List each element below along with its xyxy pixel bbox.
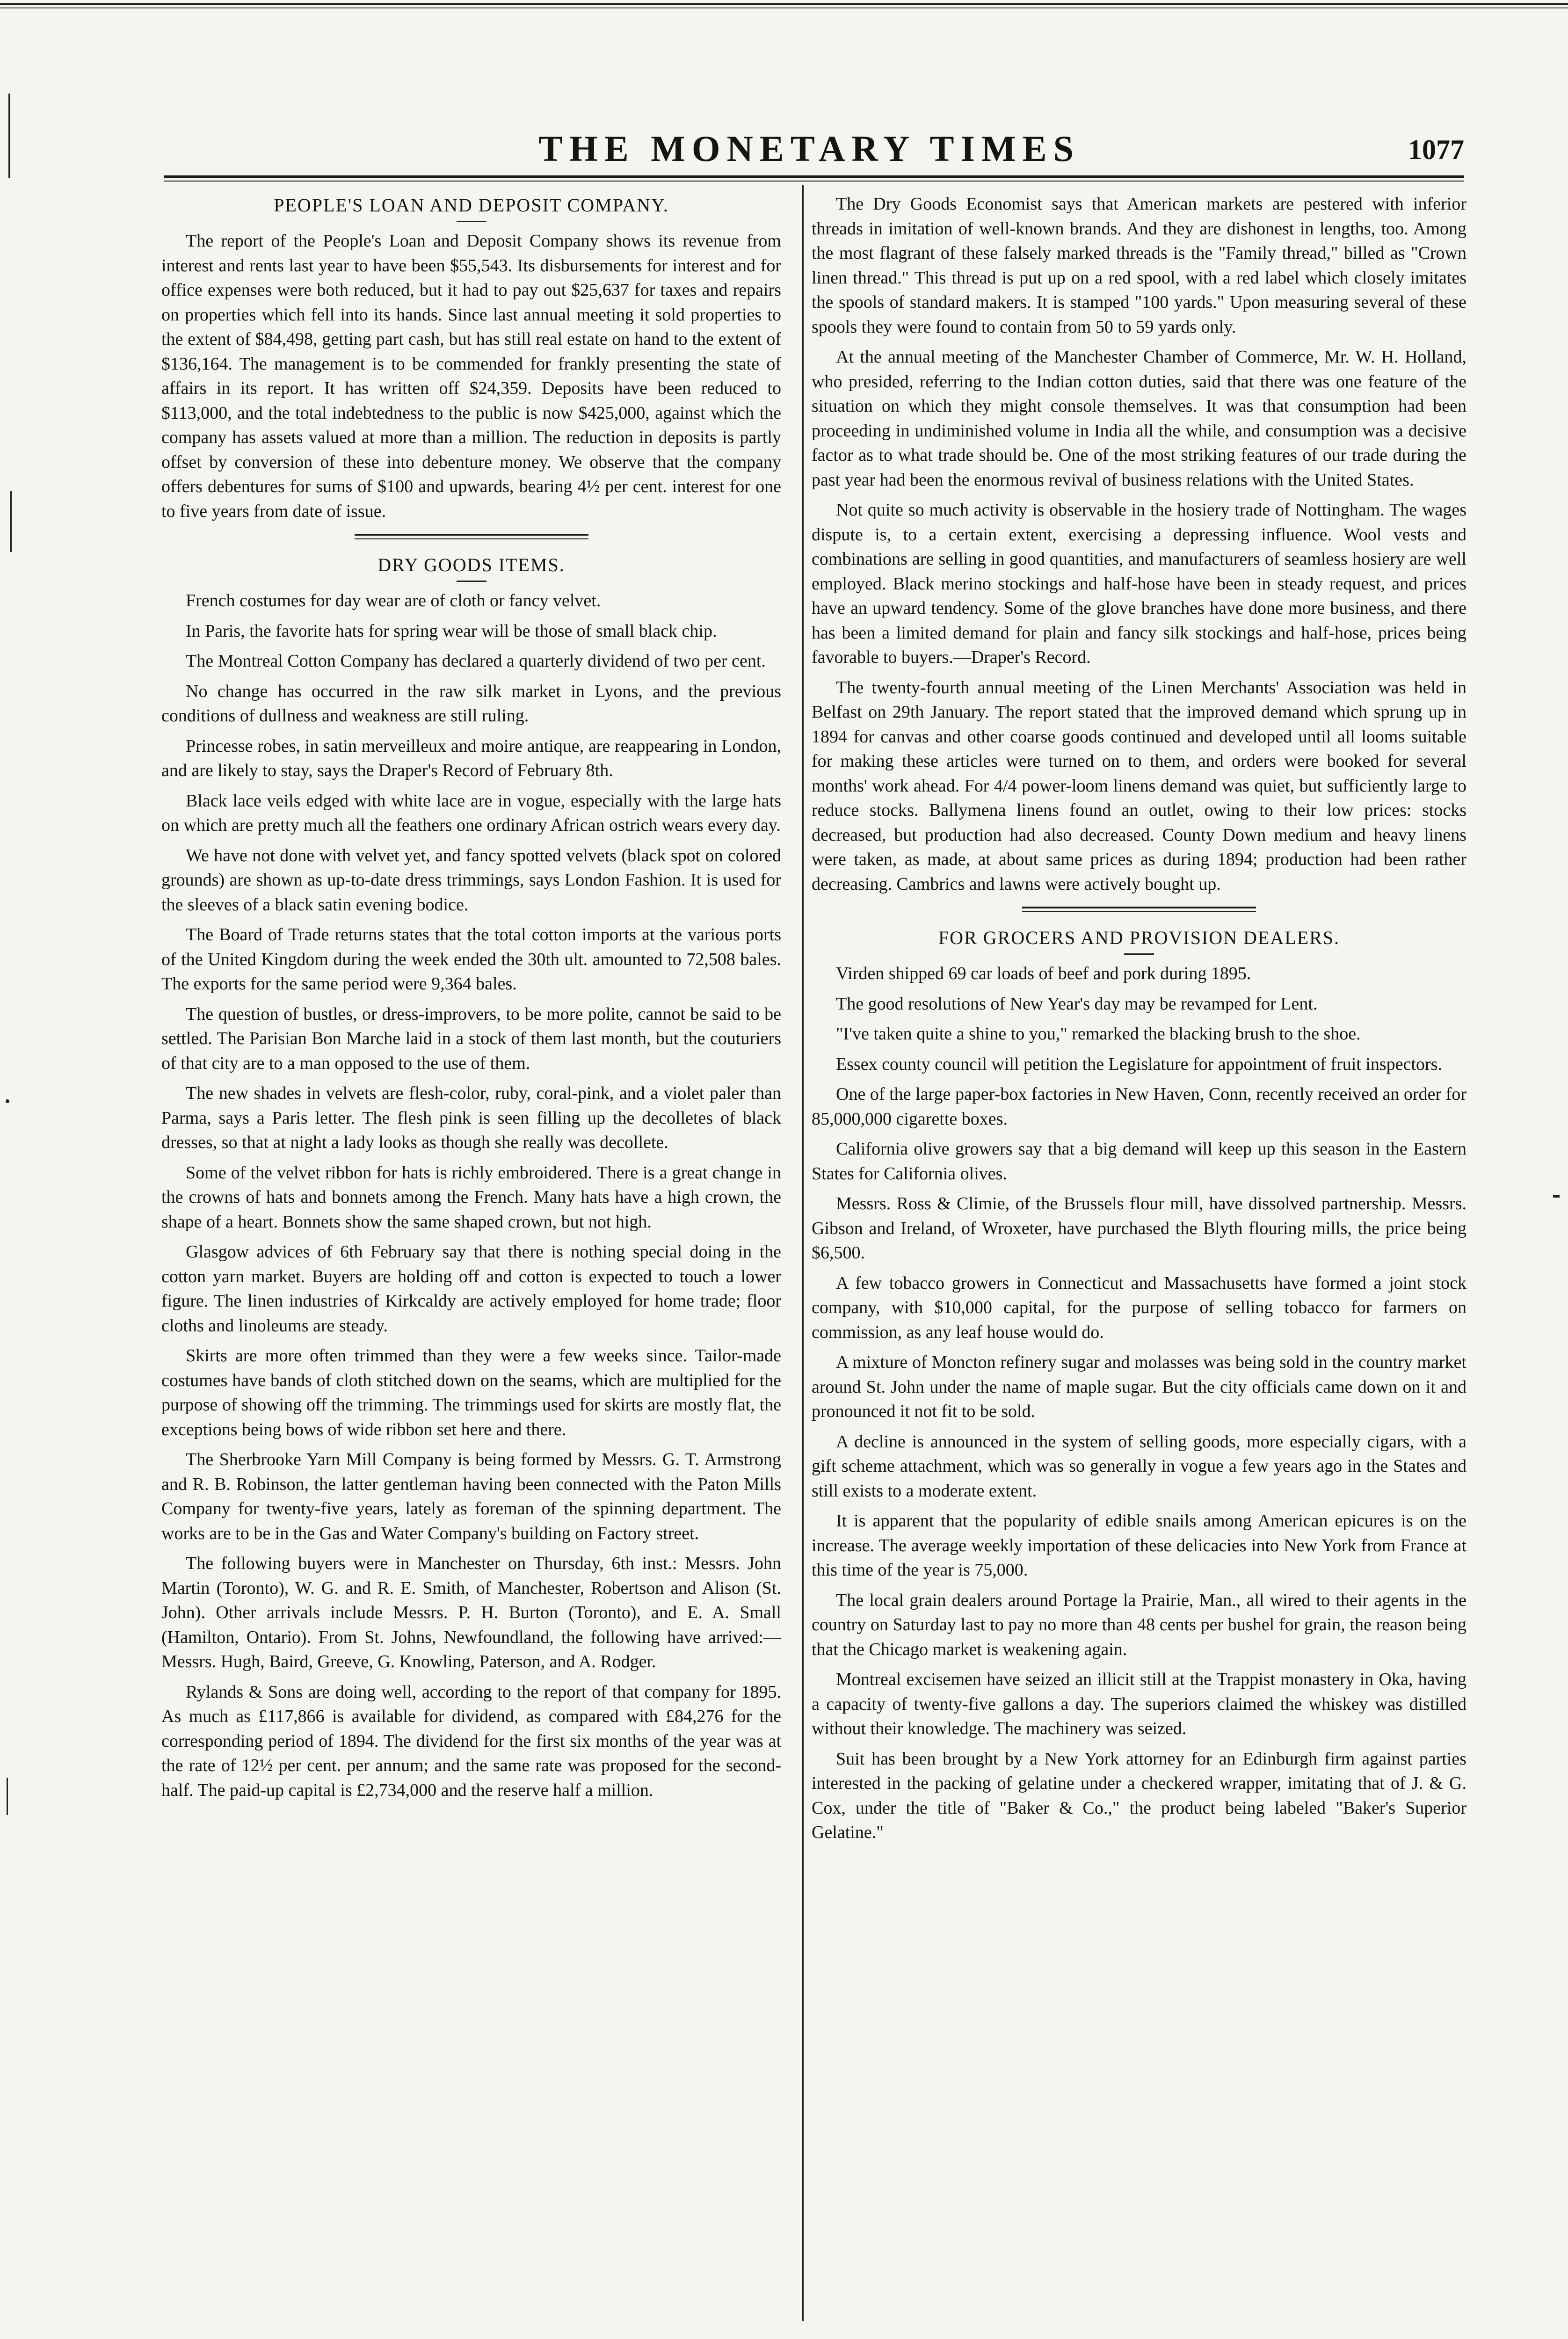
page-number: 1077: [1408, 134, 1464, 165]
news-item: The local grain dealers around Portage la Prairie, Man., all wired to their agents in the country on Saturday last to pay no more than 48 cents per bushel for grain, the reason being that the Chicago market is weakening again.: [812, 1590, 1466, 1659]
section-break-rule: [355, 534, 588, 539]
news-item: A mixture of Moncton refinery sugar and molasses was being sold in the country market around St. John under the name of maple sugar. But the city officials came down on it and pronounced it not fit to be sold.: [812, 1352, 1466, 1421]
right-column: [812, 192, 1466, 1851]
news-item: The new shades in velvets are flesh-color, ruby, coral-pink, and a violet paler than Parma, says a Paris letter. The flesh pink is seen filling up the decolletes of black dresses, so that at night a lady looks as though she really was decollete.: [161, 1083, 781, 1152]
news-item: It is apparent that the popularity of edible snails among American epicures is on the increase. The average weekly importation of these delicacies into New York from France at this time of the year is 75,000.: [812, 1511, 1466, 1580]
header-rule-thin: [164, 181, 1464, 182]
news-item: A few tobacco growers in Connecticut and Massachusetts have formed a joint stock company, with $10,000 capital, for the purpose of selling tobacco for farmers on commission, as any leaf house would do.: [812, 1273, 1466, 1342]
news-item: A decline is announced in the system of selling goods, more especially cigars, with a gift scheme attachment, which was so generally in vogue a few years ago in the States and still exists to a moderate extent.: [812, 1431, 1466, 1501]
news-item: Not quite so much activity is observable in the hosiery trade of Nottingham. The wages dispute is, to a certain extent, exercising a depressing influence. Wool vests and combinations are selling in good quantities, and manufacturers of seamless hosiery are well employed. Black merino stockings and half-hose have been in steady request, and prices have an upward tendency. Some of the glove branches have done more business, and there has been a limited demand for plain and fancy silk stockings and half-hose, prices being favorable to buyers.—Draper's Record.: [812, 500, 1466, 667]
news-item: Princesse robes, in satin merveilleux and moire antique, are reappearing in London, and are likely to stay, says the Draper's Record of February 8th.: [161, 736, 781, 780]
scan-margin-mark: [6, 1099, 9, 1103]
masthead: [154, 125, 1464, 172]
heading-rule: [1124, 953, 1154, 955]
news-item: Messrs. Ross & Climie, of the Brussels flour mill, have dissolved partnership. Messrs. Gibson and Ireland, of Wroxeter, have purchased the Blyth flouring mills, the price being $6,500.: [812, 1194, 1466, 1263]
top-border-rule: [0, 3, 1568, 5]
news-item: Some of the velvet ribbon for hats is richly embroidered. There is a great change in the crowns of hats and bonnets among the French. Many hats have a high crown, the shape of a heart. Bonnets show the same shaped crown, but not high.: [161, 1162, 781, 1232]
news-item: The Dry Goods Economist says that American markets are pestered with inferior threads in imitation of well-known brands. And they are dishonest in lengths, too. Among the most flagrant of these falsely marked threads is the "Family thread," billed as "Crown linen thread." This thread is put up on a red spool, with a red label which closely imitates the spools of standard makers. It is stamped "100 yards." Upon measuring several of these spools they were found to contain from 50 to 59 yards only.: [812, 194, 1466, 337]
news-item: Skirts are more often trimmed than they were a few weeks since. Tailor-made costumes have bands of cloth stitched down on the seams, which are multiplied for the purpose of showing off the trimming. The trimmings used for skirts are mostly flat, the exceptions being bows of wide ribbon set here and there.: [161, 1346, 781, 1439]
news-item: Black lace veils edged with white lace are in vogue, especially with the large hats on which are pretty much all the feathers one ordinary African ostrich wears every day.: [161, 791, 781, 835]
scan-margin-mark: [10, 491, 12, 552]
column-divider: [802, 185, 804, 2321]
top-border-rule-thin: [0, 7, 1568, 8]
news-item: We have not done with velvet yet, and fancy spotted velvets (black spot on colored grounds) are shown as up-to-date dress trimmings, says London Fashion. It is used for the sleeves of a black satin evening bodice.: [161, 845, 781, 915]
article-paragraph: The report of the People's Loan and Deposit Company shows its revenue from interest and rents last year to have been $55,543. Its disbursements for interest and for office expenses were both reduced, but it had to pay out $25,637 for taxes and repairs on properties which fell into its hands. Since last annual meeting it sold properties to the extent of $84,498, getting part cash, but has still real estate on hand to the extent of $136,164. The management is to be commended for frankly presenting the state of affairs in its report. It has written off $24,359. Deposits have been reduced to $113,000, and the total indebtedness to the public is now $425,000, against which the company has assets valued at more than a million. The reduction in deposits is partly offset by conversion of these into debenture money. We observe that the company offers debentures for sums of $100 and upwards, bearing 4½ per cent. interest for one to five years from date of issue.: [161, 231, 781, 521]
header-rule-thick: [164, 175, 1464, 178]
news-item: Essex county council will petition the Legislature for appointment of fruit inspectors.: [836, 1054, 1442, 1074]
heading-rule: [457, 221, 486, 222]
news-item: At the annual meeting of the Manchester Chamber of Commerce, Mr. W. H. Holland, who presided, referring to the Indian cotton duties, said that there was one feature of the situation on which they might console themselves. It was that consumption had been proceeding in undiminished volume in India all the while, and consumption was a decisive factor as to what trade should be. One of the most striking features of our trade during the past year had been the enormous revival of business relations with the United States.: [812, 347, 1466, 490]
news-item: Montreal excisemen have seized an illicit still at the Trappist monastery in Oka, having a capacity of twenty-five gallons a day. The superiors claimed the whiskey was distilled without their knowledge. The machinery was seized.: [812, 1670, 1466, 1738]
news-item: One of the large paper-box factories in New Haven, Conn, recently received an order for 85,000,000 cigarette boxes.: [812, 1084, 1466, 1129]
news-item: Glasgow advices of 6th February say that there is nothing special doing in the cotton yarn market. Buyers are holding off and cotton is expected to touch a lower figure. The linen industries of Kirkcaldy are actively employed for home trade; floor cloths and linoleums are steady.: [161, 1242, 781, 1336]
section-heading-grocers: FOR GROCERS AND PROVISION DEALERS.: [938, 927, 1340, 948]
publication-title: THE MONETARY TIMES: [538, 128, 1080, 169]
section-heading-dry-goods: DRY GOODS ITEMS.: [377, 554, 565, 575]
news-item: The Montreal Cotton Company has declared a quarterly dividend of two per cent.: [186, 651, 766, 671]
news-item: California olive growers say that a big demand will keep up this season in the Eastern States for California olives.: [812, 1139, 1466, 1184]
news-item: Suit has been brought by a New York attorney for an Edinburgh firm against parties interested in the packing of gelatine under a checkered wrapper, imitating that of J. & G. Cox, under the title of "Baker & Co.," the product being labeled "Baker's Superior Gelatine.": [812, 1749, 1466, 1842]
news-item: The question of bustles, or dress-improvers, to be more polite, cannot be said to be settled. The Parisian Bon Marche laid in a stock of them last month, but the couturiers of that city are to a man opposed to the use of them.: [161, 1004, 781, 1073]
scan-margin-mark: [1553, 1195, 1560, 1198]
news-item: In Paris, the favorite hats for spring wear will be those of small black chip.: [186, 621, 717, 641]
news-item: The Board of Trade returns states that the total cotton imports at the various ports of the United Kingdom during the week ended the 30th ult. amounted to 72,508 bales. The exports for the same period were 9,364 bales.: [161, 925, 781, 994]
section-heading-peoples-loan: PEOPLE'S LOAN AND DEPOSIT COMPANY.: [274, 195, 669, 216]
news-item: Virden shipped 69 car loads of beef and pork during 1895.: [836, 964, 1251, 983]
news-item: The following buyers were in Manchester on Thursday, 6th inst.: Messrs. John Martin (Toronto), W. G. and R. E. Smith, of Manchester, Robertson and Alison (St. John). Other arrivals include Messrs. P. H. Burton (Toronto), and E. A. Small (Hamilton, Ontario). From St. Johns, Newfoundland, the following have arrived:—Messrs. Hugh, Baird, Greeve, G. Knowling, Paterson, and A. Rodger.: [161, 1554, 781, 1671]
left-column: [161, 192, 781, 1808]
news-item: The Sherbrooke Yarn Mill Company is being formed by Messrs. G. T. Armstrong and R. B. Robinson, the latter gentleman having been connected with the Paton Mills Company for twenty-five years, lately as foreman of the spinning department. The works are to be in the Gas and Water Company's building on Factory street.: [161, 1450, 781, 1543]
news-item: The twenty-fourth annual meeting of the Linen Merchants' Association was held in Belfast on 29th January. The report stated that the improved demand which sprung up in 1894 for canvas and other coarse goods continued and developed until all looms suitable for making these articles were turned on to them, and orders were booked for several months' work ahead. For 4/4 power-loom linens demand was quiet, but sufficiently large to reduce stocks. Ballymena linens found an outlet, owing to their low prices: stocks decreased, but production had also decreased. County Down medium and heavy linens were taken, as made, at about same prices as during 1894; production had been rather decreasing. Cambrics and lawns were actively bought up.: [812, 677, 1466, 894]
scan-margin-mark: [7, 1778, 8, 1815]
news-item: French costumes for day wear are of cloth or fancy velvet.: [186, 591, 601, 610]
section-break-rule: [1022, 907, 1256, 912]
news-item: No change has occurred in the raw silk market in Lyons, and the previous conditions of dullness and weakness are still ruling.: [161, 681, 781, 726]
news-item: The good resolutions of New Year's day may be revamped for Lent.: [836, 994, 1318, 1014]
heading-rule: [457, 581, 486, 582]
news-item: Rylands & Sons are doing well, according to the report of that company for 1895. As much as £117,866 is available for dividend, as compared with £84,276 for the corresponding period of 1894. The dividend for the first six months of the year was at the rate of 12½ per cent. per annum; and the same rate was proposed for the second-half. The paid-up capital is £2,734,000 and the reserve half a million.: [161, 1682, 781, 1800]
scan-margin-mark: [8, 94, 10, 178]
news-item: "I've taken quite a shine to you," remarked the blacking brush to the shoe.: [836, 1024, 1361, 1044]
